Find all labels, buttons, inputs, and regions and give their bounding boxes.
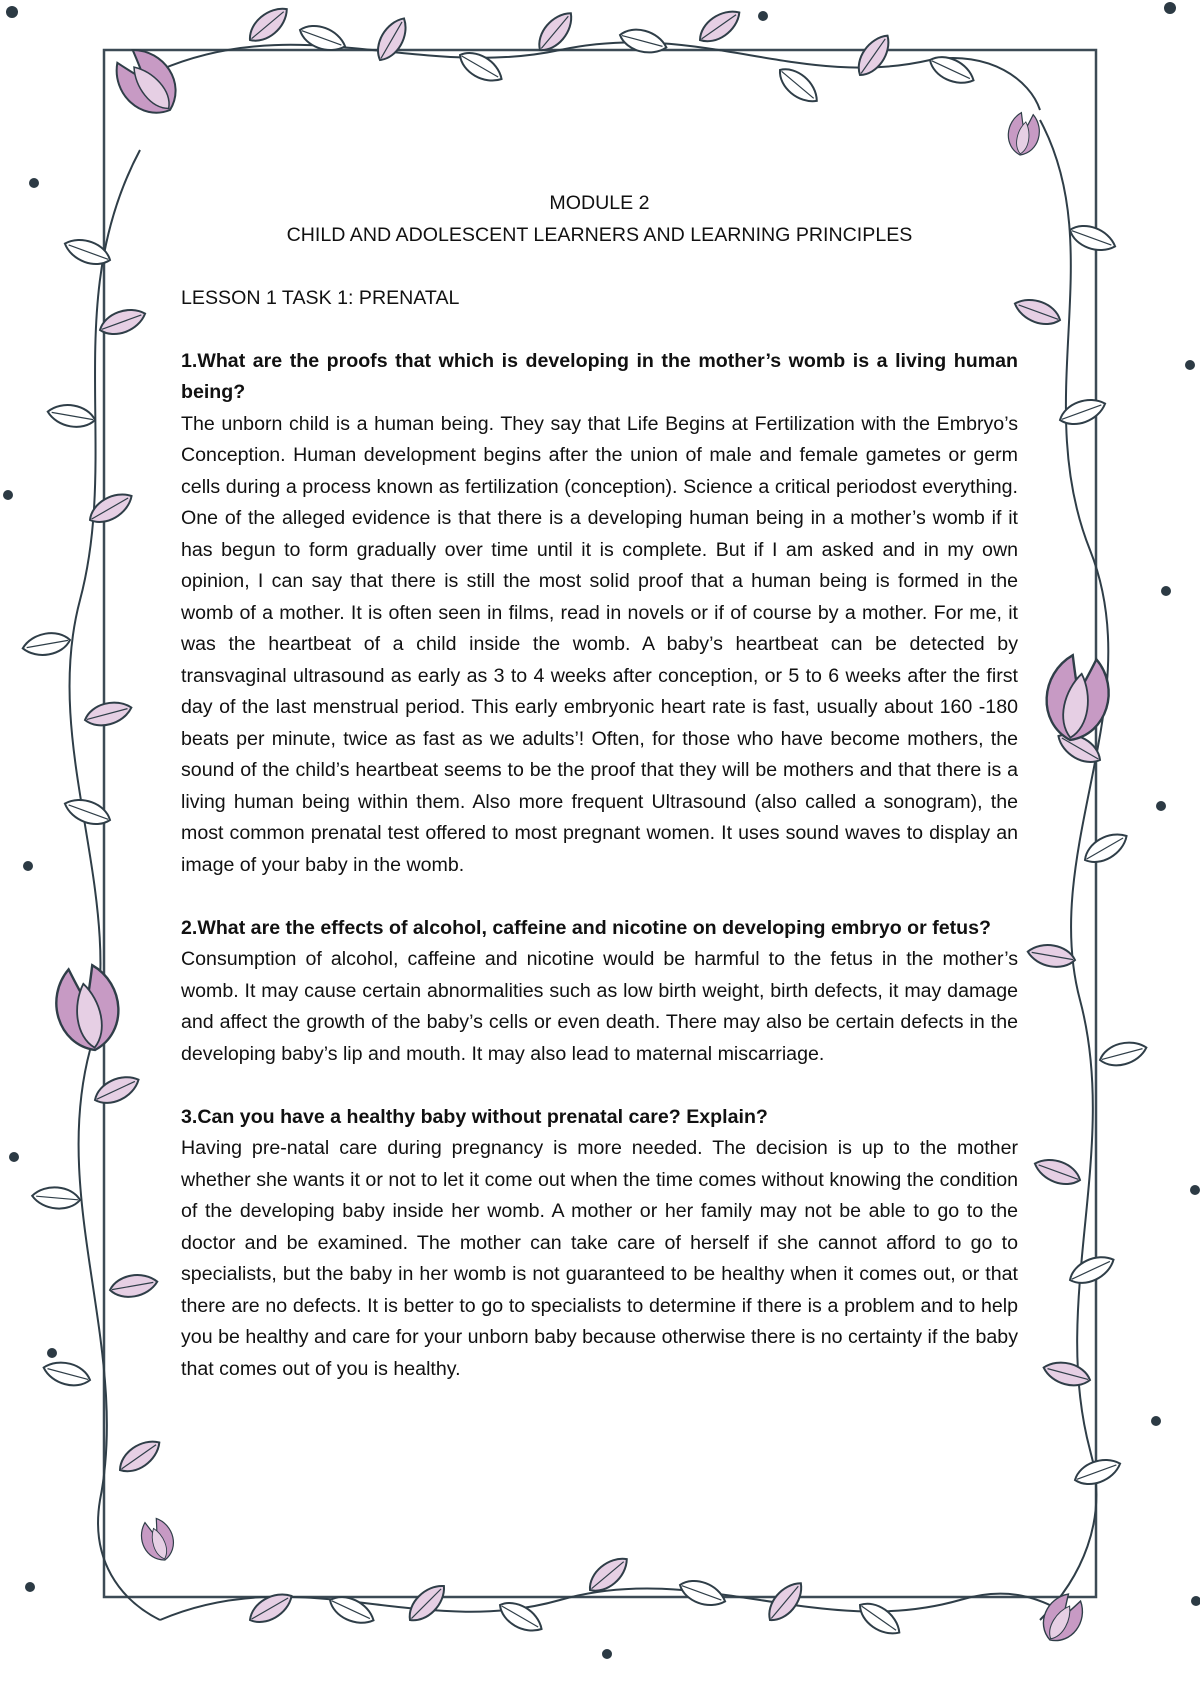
- tulip-flower: [1005, 111, 1043, 158]
- answer-2: Consumption of alcohol, caffeine and nicotine would be harmful to the fetus in the mother’s womb. It may cause certain abnormalities such as low birth weight, birth defects, it may damage and affect the growth of the baby’s cells or even death. There may also be certain defects in the developing baby’s lip and mouth. It may also lead to maternal miscarriage.: [181, 948, 1018, 1065]
- tulip-flower: [1040, 652, 1115, 745]
- bottom-vine: [160, 1588, 1060, 1620]
- question-3: 3.Can you have a healthy baby without prenatal care? Explain?: [181, 1105, 768, 1128]
- answer-1: The unborn child is a human being. They say that Life Begins at Fertilization with the Embryo’s Conception. Human development begins after the union of male and female gametes or germ cells during a process known as fertilization (conception). Science a critical periodost everything. One of the alleged evidence is that there is a developing human being in a mother’s womb if it has begun to form gradually over time until it is complete. But if I am asked and in my own opinion, I can say that there is still the most solid proof that a human being is formed in the womb of a mother. It is often seen in films, read in novels or if of course by a mother. For me, it was the heartbeat of a child inside the womb. A baby’s heartbeat can be detected by transvaginal ultrasound as early as 3 to 4 weeks after conception, or 5 to 6 weeks after the first day of the last menstrual period. This early embryonic heart rate is fast, usually about 160 -180 beats per minute, twice as fast as we adults’! Often, for those who have become mothers, the sound of the child’s heartbeat seems to be the proof that they will be mothers and that there is a living human being within them. Also more frequent Ultrasound (also called a sonogram), the most common prenatal test offered to most pregnant women. It uses sound waves to display an image of your baby in the womb.: [181, 412, 1018, 876]
- document-body: [181, 188, 1018, 1385]
- module-heading: MODULE 2: [549, 192, 650, 214]
- module-title: CHILD AND ADOLESCENT LEARNERS AND LEARNING PRINCIPLES: [286, 223, 913, 246]
- question-1: 1.What are the proofs that which is developing in the mother’s womb is a living human being?: [181, 349, 1018, 403]
- lesson-heading: LESSON 1 TASK 1: PRENATAL: [181, 286, 460, 309]
- tulip-flower: [105, 40, 189, 127]
- tulip-flower: [50, 962, 125, 1055]
- top-vine: [160, 42, 1040, 110]
- question-2: 2.What are the effects of alcohol, caffeine and nicotine on developing embryo or fetus?: [181, 916, 992, 939]
- left-vine: [69, 150, 160, 1620]
- answer-3: Having pre-natal care during pregnancy is more needed. The decision is up to the mother whether she wants it or not to let it come out when the time comes without knowing the condition of the developing baby inside her womb. A mother or her family may not be able to go to the doctor and be examined. The mother can take care of herself if she cannot afford to go to specialists, but the baby in her womb is not guaranteed to be healthy when it comes out, or that there are no defects. It is better to go to specialists to determine if there is a problem and to help you be healthy and care for your unborn baby because otherwise there is no certainty if the baby that comes out of you is healthy.: [181, 1137, 1018, 1380]
- right-vine: [1040, 120, 1108, 1620]
- tulip-flower: [136, 1515, 179, 1565]
